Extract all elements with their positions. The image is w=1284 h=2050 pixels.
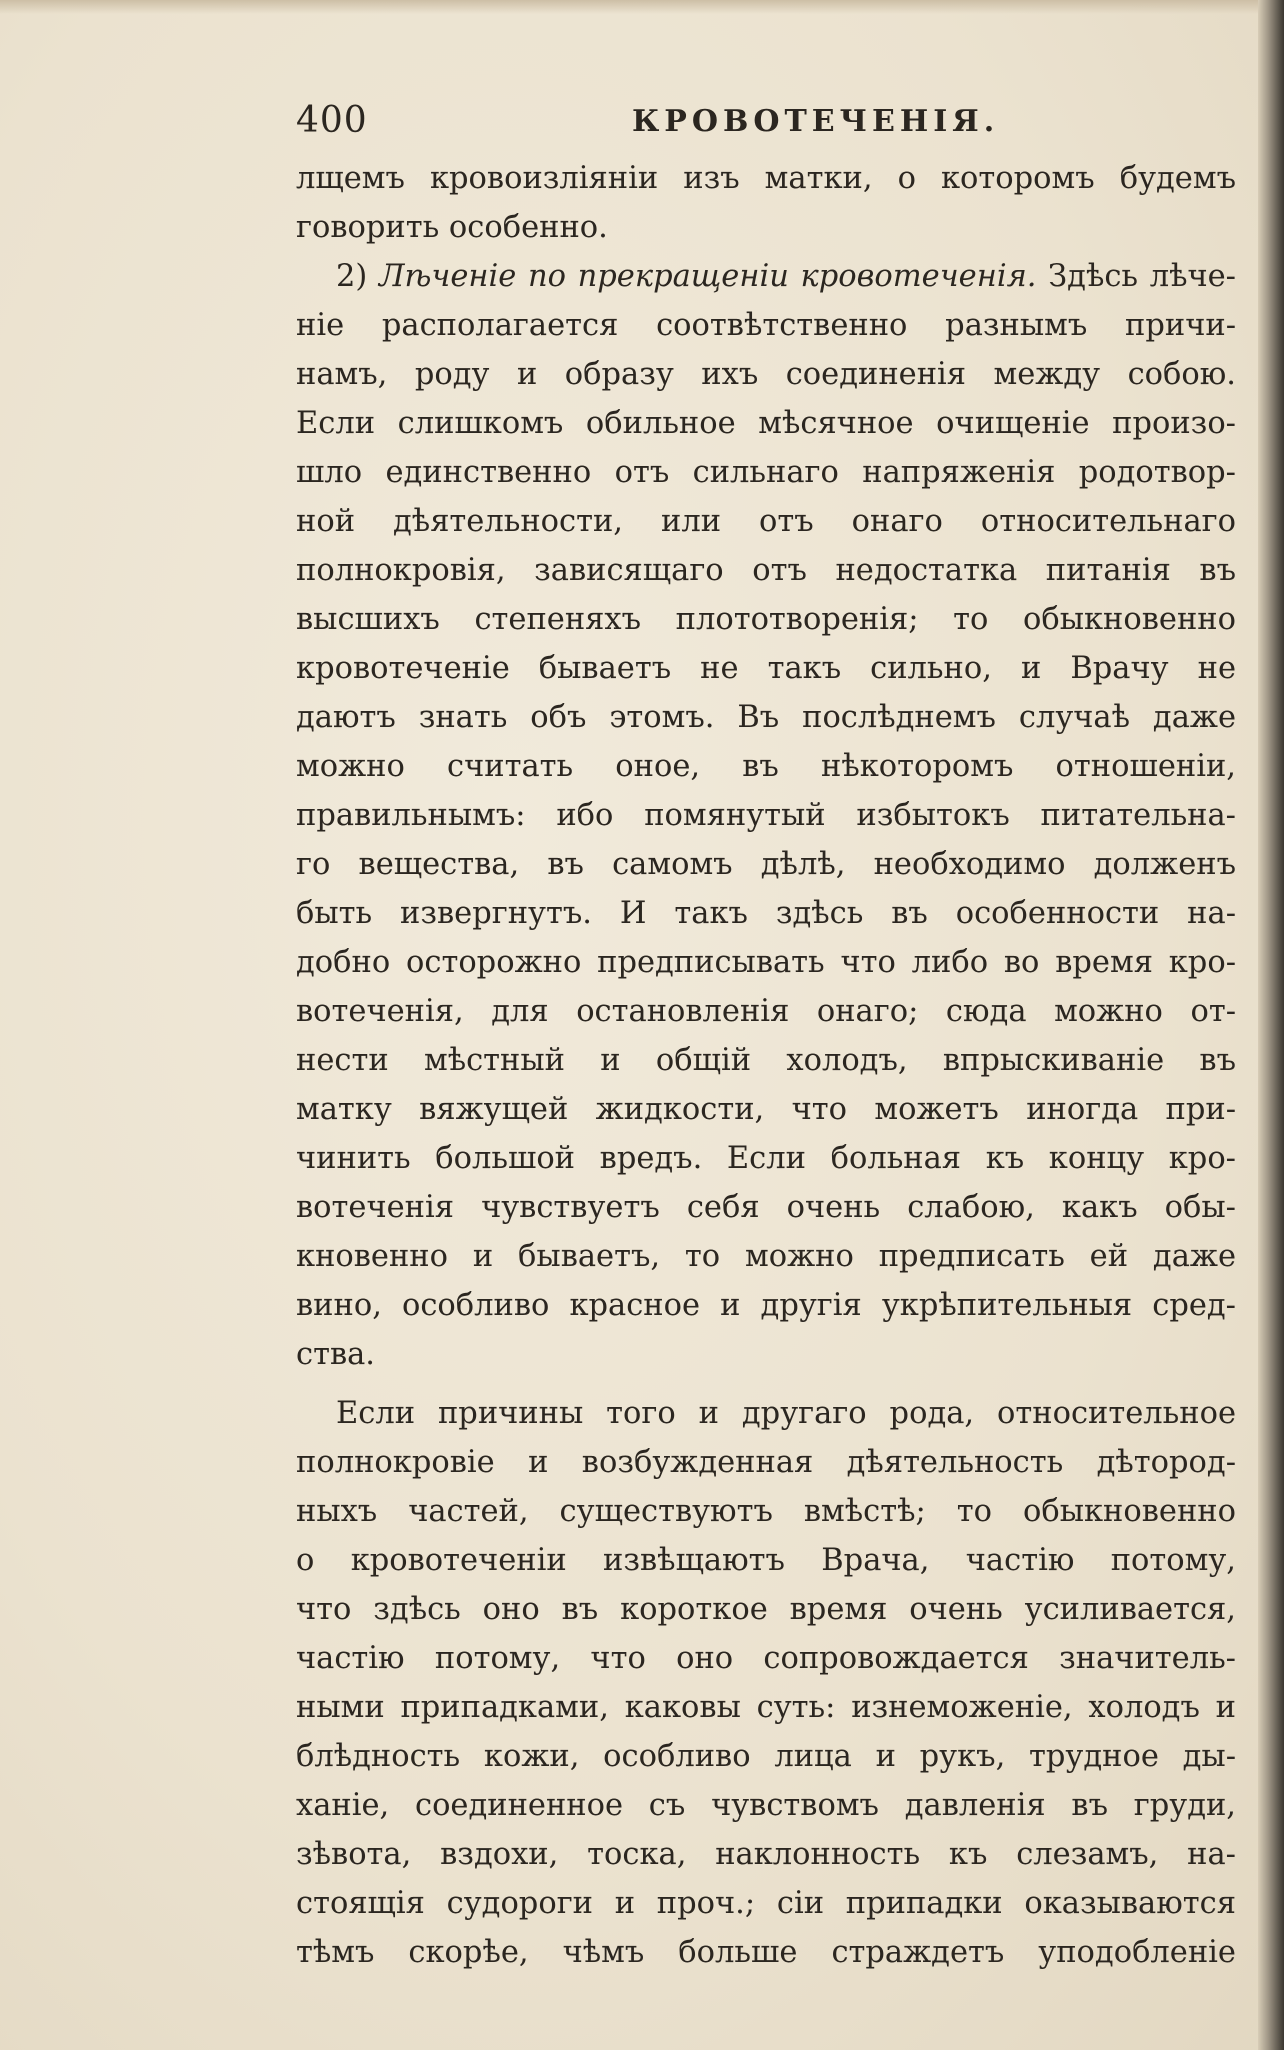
text-line: вотеченія, для остановленія онаго; сюда можно от-	[296, 994, 1236, 1029]
text-line: намъ, роду и образу ихъ соединенія между собою.	[296, 357, 1236, 392]
text-line: вотеченія чувствуетъ себя очень слабою, какъ обы-	[296, 1190, 1236, 1225]
page-number: 400	[296, 100, 368, 141]
page-gutter	[1258, 0, 1284, 2050]
text-line: ства.	[296, 1337, 376, 1372]
text-line: шло единственно отъ сильнаго напряженія родотвор-	[296, 455, 1236, 490]
text-line: стоящія судороги и проч.; сіи припадки оказываются	[296, 1886, 1236, 1921]
text-fragment: Здѣсь лѣче-	[1048, 259, 1236, 294]
text-line: быть извергнутъ. И такъ здѣсь въ особенности на-	[296, 896, 1236, 931]
page-header	[296, 100, 1236, 150]
text-line: о кровотеченіи извѣщаютъ Врача, частію потому,	[296, 1543, 1236, 1578]
text-line: кновенно и бываетъ, то можно предписать ей даже	[296, 1239, 1236, 1274]
page-top-shadow	[0, 0, 1284, 14]
text-line: ными припадками, каковы суть: изнеможеніе, холодъ и	[296, 1690, 1236, 1725]
text-line: блѣдность кожи, особливо лица и рукъ, трудное ды-	[296, 1739, 1236, 1774]
text-line: чинить большой вредъ. Если больная къ концу кро-	[296, 1141, 1236, 1176]
text-line: даютъ знать объ этомъ. Въ послѣднемъ случаѣ даже	[296, 700, 1236, 735]
text-line: ніе располагается соотвѣтственно разнымъ причи-	[296, 308, 1236, 343]
text-line: вино, особливо красное и другія укрѣпительныя сред-	[296, 1288, 1236, 1323]
text-line: можно считать оное, въ нѣкоторомъ отношеніи,	[296, 749, 1236, 784]
text-line: частію потому, что оно сопровождается значитель-	[296, 1641, 1236, 1676]
text-line: Если слишкомъ обильное мѣсячное очищеніе произо-	[296, 406, 1236, 441]
paragraph-gap	[296, 1379, 1236, 1389]
text-line: кровотеченіе бываетъ не такъ сильно, и Врачу не	[296, 651, 1236, 686]
running-title: КРОВОТЕЧЕНІЯ.	[632, 104, 1000, 139]
text-line: лщемъ кровоизліяніи изъ матки, о которомъ будемъ	[296, 161, 1236, 196]
text-line: полнокровія, зависящаго отъ недостатка питанія въ	[296, 553, 1236, 588]
text-line: добно осторожно предписывать что либо во время кро-	[296, 945, 1236, 980]
text-line: ханіе, соединенное съ чувствомъ давленія въ груди,	[296, 1788, 1236, 1823]
text-line: высшихъ степеняхъ плототворенія; то обыкновенно	[296, 602, 1236, 637]
section-number: 2)	[336, 259, 368, 294]
text-line: ныхъ частей, существуютъ вмѣстѣ; то обыкновенно	[296, 1494, 1236, 1529]
text-line: ной дѣятельности, или отъ онаго относительнаго	[296, 504, 1236, 539]
text-line: го вещества, въ самомъ дѣлѣ, необходимо долженъ	[296, 847, 1236, 882]
text-line: матку вяжущей жидкости, что можетъ иногда при-	[296, 1092, 1236, 1127]
section-title-italic: Лѣченіе по прекращеніи кровотеченія.	[379, 259, 1037, 294]
text-line: нести мѣстный и общій холодъ, впрыскиваніе въ	[296, 1043, 1236, 1078]
text-line: Если причины того и другаго рода, относительное	[336, 1396, 1236, 1431]
body-text	[296, 154, 1236, 1977]
section-heading-line	[296, 252, 1236, 301]
text-line: правильнымъ: ибо помянутый избытокъ питательна-	[296, 798, 1236, 833]
text-line: тѣмъ скорѣе, чѣмъ больше страждетъ уподобленіе	[296, 1935, 1236, 1970]
text-line: полнокровіе и возбужденная дѣятельность дѣтород-	[296, 1445, 1236, 1480]
text-line: что здѣсь оно въ короткое время очень усиливается,	[296, 1592, 1236, 1627]
text-line: говорить особенно.	[296, 210, 608, 245]
text-line: зѣвота, вздохи, тоска, наклонность къ слезамъ, на-	[296, 1837, 1236, 1872]
